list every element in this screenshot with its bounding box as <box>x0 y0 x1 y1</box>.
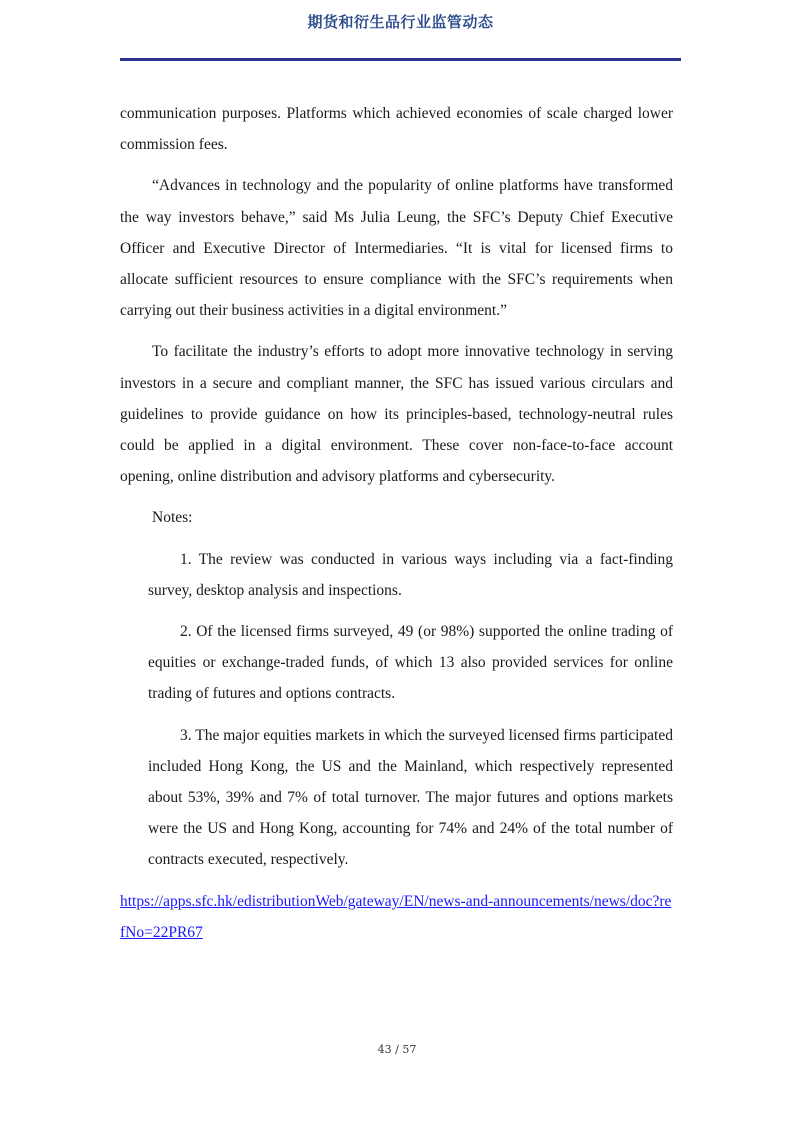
note-item: 1. The review was conducted in various ways including via a fact-finding survey, desktop analysis and inspections. <box>148 550 673 599</box>
source-link[interactable]: https://apps.sfc.hk/edistributionWeb/gateway/EN/news-and-announcements/news/doc?refNo=22PR67 <box>120 892 672 941</box>
paragraph-continuation: communication purposes. Platforms which achieved economies of scale charged lower commission fees. <box>120 105 673 154</box>
source-link-paragraph <box>120 886 673 948</box>
document-body <box>120 98 673 948</box>
header-divider <box>120 58 681 61</box>
page-number: 43 / 57 <box>377 1043 417 1056</box>
note-item: 3. The major equities markets in which the surveyed licensed firms participated included Hong Kong, the US and the Mainland, which respectively represented about 53%, 39% and 7% of total turnover. The major futures and options markets were the US and Hong Kong, accounting for 74% and 24% of the total number of contracts executed, respectively. <box>148 726 673 869</box>
paragraph-quote: “Advances in technology and the popularity of online platforms have transformed the way investors behave,” said Ms Julia Leung, the SFC’s Deputy Chief Executive Officer and Executive Director of Intermediaries. “It is vital for licensed firms to allocate sufficient resources to ensure compliance with the SFC’s requirements when carrying out their business activities in a digital environment.” <box>120 177 673 320</box>
paragraph-guidance: To facilitate the industry’s efforts to adopt more innovative technology in serving investors in a secure and compliant manner, the SFC has issued various circulars and guidelines to provide guidance on how its principles-based, technology-neutral rules could be applied in a digital environment. These cover non-face-to-face account opening, online distribution and advisory platforms and cybersecurity. <box>120 343 673 486</box>
note-item: 2. Of the licensed firms surveyed, 49 (or 98%) supported the online trading of equities or exchange-traded funds, of which 13 also provided services for online trading of futures and options contracts. <box>148 623 673 703</box>
running-header-title: 期货和衍生品行业监管动态 <box>307 13 494 31</box>
notes-heading: Notes: <box>152 509 193 527</box>
